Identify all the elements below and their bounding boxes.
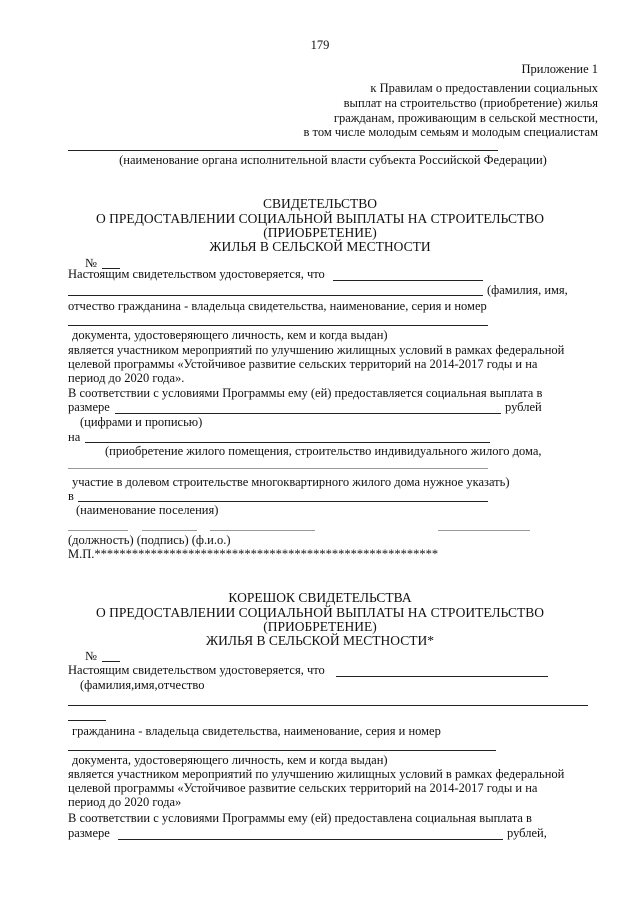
currency-label: рублей <box>505 400 542 414</box>
authority-field-line <box>68 150 498 151</box>
name-hint: (фамилия, имя, <box>487 283 568 297</box>
on-label: на <box>68 430 81 444</box>
stub-title: (ПРИОБРЕТЕНИЕ) <box>263 619 377 634</box>
stub-name-hint: (фамилия,имя,отчество <box>80 678 205 692</box>
certificate-title: О ПРЕДОСТАВЛЕНИИ СОЦИАЛЬНОЙ ВЫПЛАТЫ НА СТРОИТЕЛЬСТВО <box>96 211 544 226</box>
stub-name-full-line <box>68 705 588 706</box>
stub-participant-line: является участником мероприятий по улучшению жилищных условий в рамках федеральной <box>68 767 565 781</box>
certificate-title: ЖИЛЬЯ В СЕЛЬСКОЙ МЕСТНОСТИ <box>209 239 431 254</box>
stub-number-field <box>102 661 120 662</box>
amount-field-line <box>115 413 501 414</box>
participant-line: период до 2020 года». <box>68 371 185 385</box>
stub-currency-label: рублей, <box>507 826 547 840</box>
participant-line: целевой программы «Устойчивое развитие сельских территорий на 2014-2017 годы и на <box>68 357 538 371</box>
conditions-line: В соответствии с условиями Программы ему (ей) предоставляется социальная выплата в <box>68 386 543 400</box>
shared-construction-line: участие в долевом строительстве многоквартирного жилого дома нужное указать) <box>72 475 510 489</box>
stub-title: ЖИЛЬЯ В СЕЛЬСКОЙ МЕСТНОСТИ* <box>206 633 434 648</box>
signature-line <box>142 530 197 531</box>
certificate-title: (ПРИОБРЕТЕНИЕ) <box>263 225 377 240</box>
authority-caption: (наименование органа исполнительной власти субъекта Российской Федерации) <box>119 153 547 167</box>
stub-certify-text: Настоящим свидетельством удостоверяется, что <box>68 663 325 677</box>
certify-text: Настоящим свидетельством удостоверяется, что <box>68 267 325 281</box>
participant-line: является участником мероприятий по улучшению жилищных условий в рамках федеральной <box>68 343 565 357</box>
name-field-line <box>68 295 483 296</box>
signature-hint: (должность) (подпись) (ф.и.о.) <box>68 533 231 547</box>
stub-document-line: документа, удостоверяющего личность, кем и когда выдан) <box>72 753 388 767</box>
stub-citizen-line: гражданина - владельца свидетельства, наименование, серия и номер <box>72 724 441 738</box>
stub-title: О ПРЕДОСТАВЛЕНИИ СОЦИАЛЬНОЙ ВЫПЛАТЫ НА СТРОИТЕЛЬСТВО <box>96 605 544 620</box>
stub-document-field-line <box>68 750 496 751</box>
in-label: в <box>68 489 74 503</box>
stub-participant-line: период до 2020 года» <box>68 795 182 809</box>
appendix-line: выплат на строительство (приобретение) жилья <box>343 96 598 110</box>
name-field-line <box>333 280 483 281</box>
stub-participant-line: целевой программы «Устойчивое развитие сельских территорий на 2014-2017 годы и на <box>68 781 538 795</box>
number-label: № <box>85 256 97 270</box>
stub-number-label: № <box>85 649 97 663</box>
purpose-hint: (приобретение жилого помещения, строительство индивидуального жилого дома, <box>105 444 542 458</box>
settlement-field-line <box>78 501 488 502</box>
in-words-hint: (цифрами и прописью) <box>80 415 203 429</box>
seal-line: М.П.******************************************************* <box>68 547 439 561</box>
appendix-line: гражданам, проживающим в сельской местности, <box>333 111 598 125</box>
page-number: 179 <box>310 38 330 52</box>
full-name-line <box>210 530 315 531</box>
amount-label: размере <box>68 400 110 414</box>
stub-title: КОРЕШОК СВИДЕТЕЛЬСТВА <box>228 590 412 605</box>
appendix-line: к Правилам о предоставлении социальных <box>370 81 598 95</box>
appendix-line: в том числе молодым семьям и молодым специалистам <box>303 125 598 139</box>
settlement-hint: (наименование поселения) <box>76 503 219 517</box>
document-line: документа, удостоверяющего личность, кем и когда выдан) <box>72 328 388 342</box>
purpose-extra-line <box>68 468 488 469</box>
position-line <box>68 530 128 531</box>
appendix-label: Приложение 1 <box>521 62 598 76</box>
date-line <box>438 530 530 531</box>
stub-amount-field-line <box>118 839 503 840</box>
stub-amount-label: размере <box>68 826 110 840</box>
stub-name-tail-line <box>68 720 106 721</box>
document-field-line <box>68 325 488 326</box>
purpose-field-line <box>85 442 490 443</box>
certificate-title: СВИДЕТЕЛЬСТВО <box>262 196 378 211</box>
patronymic-line: отчество гражданина - владельца свидетельства, наименование, серия и номер <box>68 299 487 313</box>
stub-name-field-line <box>336 676 548 677</box>
stub-conditions-line: В соответствии с условиями Программы ему (ей) предоставлена социальная выплата в <box>68 811 532 825</box>
